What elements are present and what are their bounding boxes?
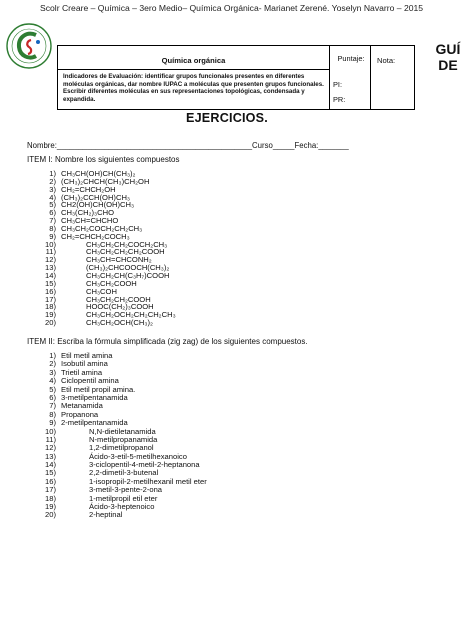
item-number: 9) [49,231,56,241]
compound-name: N-metilpropanamida [89,434,158,444]
compound-formula: CH₃CH=CHCHO [61,216,119,226]
compound-formula: CH₃CH₂OCH(CH₃)₂ [86,318,153,328]
item-number: 3) [49,184,56,194]
score-column [330,46,371,109]
compound-name: Propanona [61,409,99,419]
compound-name: Ácido-3-heptenoico [89,502,155,512]
compound-formula: CH₃CH(OH)CH(CH₃)₂ [61,169,136,178]
grade-label: Nota: [377,56,396,65]
guide-title: GUÍ DE [435,41,461,73]
item-number: 19) [45,310,56,320]
item-number: 14) [45,460,56,470]
compound-formula: CH₃CH₂CH₂COOH [86,294,151,304]
pi-label: PI: [333,80,343,89]
item-number: 4) [49,192,56,202]
compound-formula: CH₃CH₂COCH₂CH₂CH₃ [61,223,143,233]
exercises-title: EJERCICIOS. [186,111,268,125]
evaluation-indicators: Indicadores de Evaluación: identificar grupos funcionales presentes en diferentes moléculas orgánicas, dar nombre IUPAC a moléculas que presenten grupos funcionales. Escribir diferentes moléculas en sus representaciones topológicas, condensada y expandida. [63,73,324,104]
item-number: 15) [45,278,56,288]
compound-formula: CH₃CH=CHCONH₂ [86,255,152,265]
compound-formula: CH2(OH)CH(OH)CH₃ [61,200,135,210]
item1-title: ITEM I: Nombre los siguientes compuestos [27,155,180,164]
item-number: 17) [45,485,56,495]
item-number: 18) [45,493,56,503]
compound-formula: CH₂=CHCH₂OH [61,184,116,194]
item-number: 7) [49,216,56,226]
compound-name: 3-metil-3-pente-2-ona [89,485,163,495]
item-number: 10) [45,426,56,436]
compound-name: N,N-dietiletanamida [89,426,156,436]
compound-formula: CH₃(CH₂)₃CHO [61,208,115,218]
score-label: Puntaje: [337,54,365,63]
compound-name: 1-isopropil-2-metilhexanil metil eter [89,476,207,486]
evaluation-header-box [57,45,415,110]
item-number: 8) [49,223,56,233]
item-number: 12) [45,443,56,453]
item-number: 20) [45,318,56,328]
compound-formula: CH₃CH₂CH₂COCH₂CH₃ [86,239,168,249]
item-number: 13) [45,451,56,461]
item2-title: ITEM II: Escriba la fórmula simplificada (zig zag) de los siguientes compuestos. [27,337,308,346]
compound-formula: (CH₃)₂CCH(OH)CH₃ [61,192,131,202]
item-number: 6) [49,208,56,218]
compound-formula: CH₃CH₂CH(C₃H₇)COOH [86,270,170,280]
item-number: 16) [45,476,56,486]
item-number: 20) [45,510,56,520]
item-number: 8) [49,409,56,419]
compound-name: 3-ciclopentil-4-metil-2-heptanona [89,460,200,470]
grade-column [371,46,414,109]
item-number: 5) [49,200,56,210]
subject-title: Química orgánica [161,56,226,65]
item-number: 9) [49,418,56,428]
compound-formula: (CH₃)₂CHCH(CH₃)CH₂OH [61,176,150,186]
item-number: 17) [45,294,56,304]
item-number: 13) [45,263,56,273]
compound-formula: CH₃CH₂CH₂CH₂COOH [86,247,165,257]
compound-name: 2,2-dimetil-3-butenal [89,468,159,478]
subject-column [58,46,330,109]
header-line: Scolr Creare – Química – 3ero Medio– Química Orgánica- Marianet Zerené. Yoselyn Navarro – 2015 [40,3,424,13]
item-number: 7) [49,401,56,411]
item-number: 15) [45,468,56,478]
item-number: 1) [49,169,56,178]
compound-name: Ácido-3-etil-5-metilhexanoico [89,451,187,461]
compound-name: 2-heptinal [89,510,123,520]
item-number: 3) [49,367,56,377]
compound-formula: CH₃COH [86,286,117,296]
divider [58,69,329,70]
student-info-line: Nombre:_____________________________________________Curso_____Fecha:_______ [27,141,349,150]
compound-formula: CH₃CH₂COOH [86,278,137,288]
compound-formula: CH₃CH₂OCH₂CH₂CH₂CH₃ [86,310,176,320]
pr-label: PR: [333,95,346,104]
item-number: 11) [45,434,56,444]
compound-name: Trietil amina [61,367,103,377]
compound-name: Isobutil amina [61,359,108,369]
item-number: 5) [49,384,56,394]
compound-formula: CH₂=CHCH₂COCH₃ [61,231,130,241]
compound-name: 1,2-dimetilpropanol [89,443,154,453]
compound-formula: (CH₃)₂CHCOOCH(CH₃)₂ [86,263,170,273]
compound-name: Etil metil propil amina. [61,384,136,394]
item-number: 16) [45,286,56,296]
compound-name: Etil metil amina [61,351,113,360]
item-number: 12) [45,255,56,265]
item-number: 2) [49,176,56,186]
item-number: 19) [45,502,56,512]
item-number: 4) [49,376,56,386]
compound-name: 1-metilpropil etil eter [89,493,158,503]
item-number: 2) [49,359,56,369]
item-number: 14) [45,270,56,280]
compound-name: 2-metilpentanamida [61,418,128,428]
compound-name: Ciclopentil amina [61,376,119,386]
compound-name: 3-metilpentanamida [61,392,128,402]
item-number: 6) [49,392,56,402]
item-number: 10) [45,239,56,249]
school-logo [5,22,53,70]
item-number: 18) [45,302,56,312]
compound-formula: HOOC(CH₂)₃COOH [86,302,154,312]
item-number: 1) [49,351,56,360]
compound-name: Metanamida [61,401,103,411]
item-number: 11) [45,247,56,257]
